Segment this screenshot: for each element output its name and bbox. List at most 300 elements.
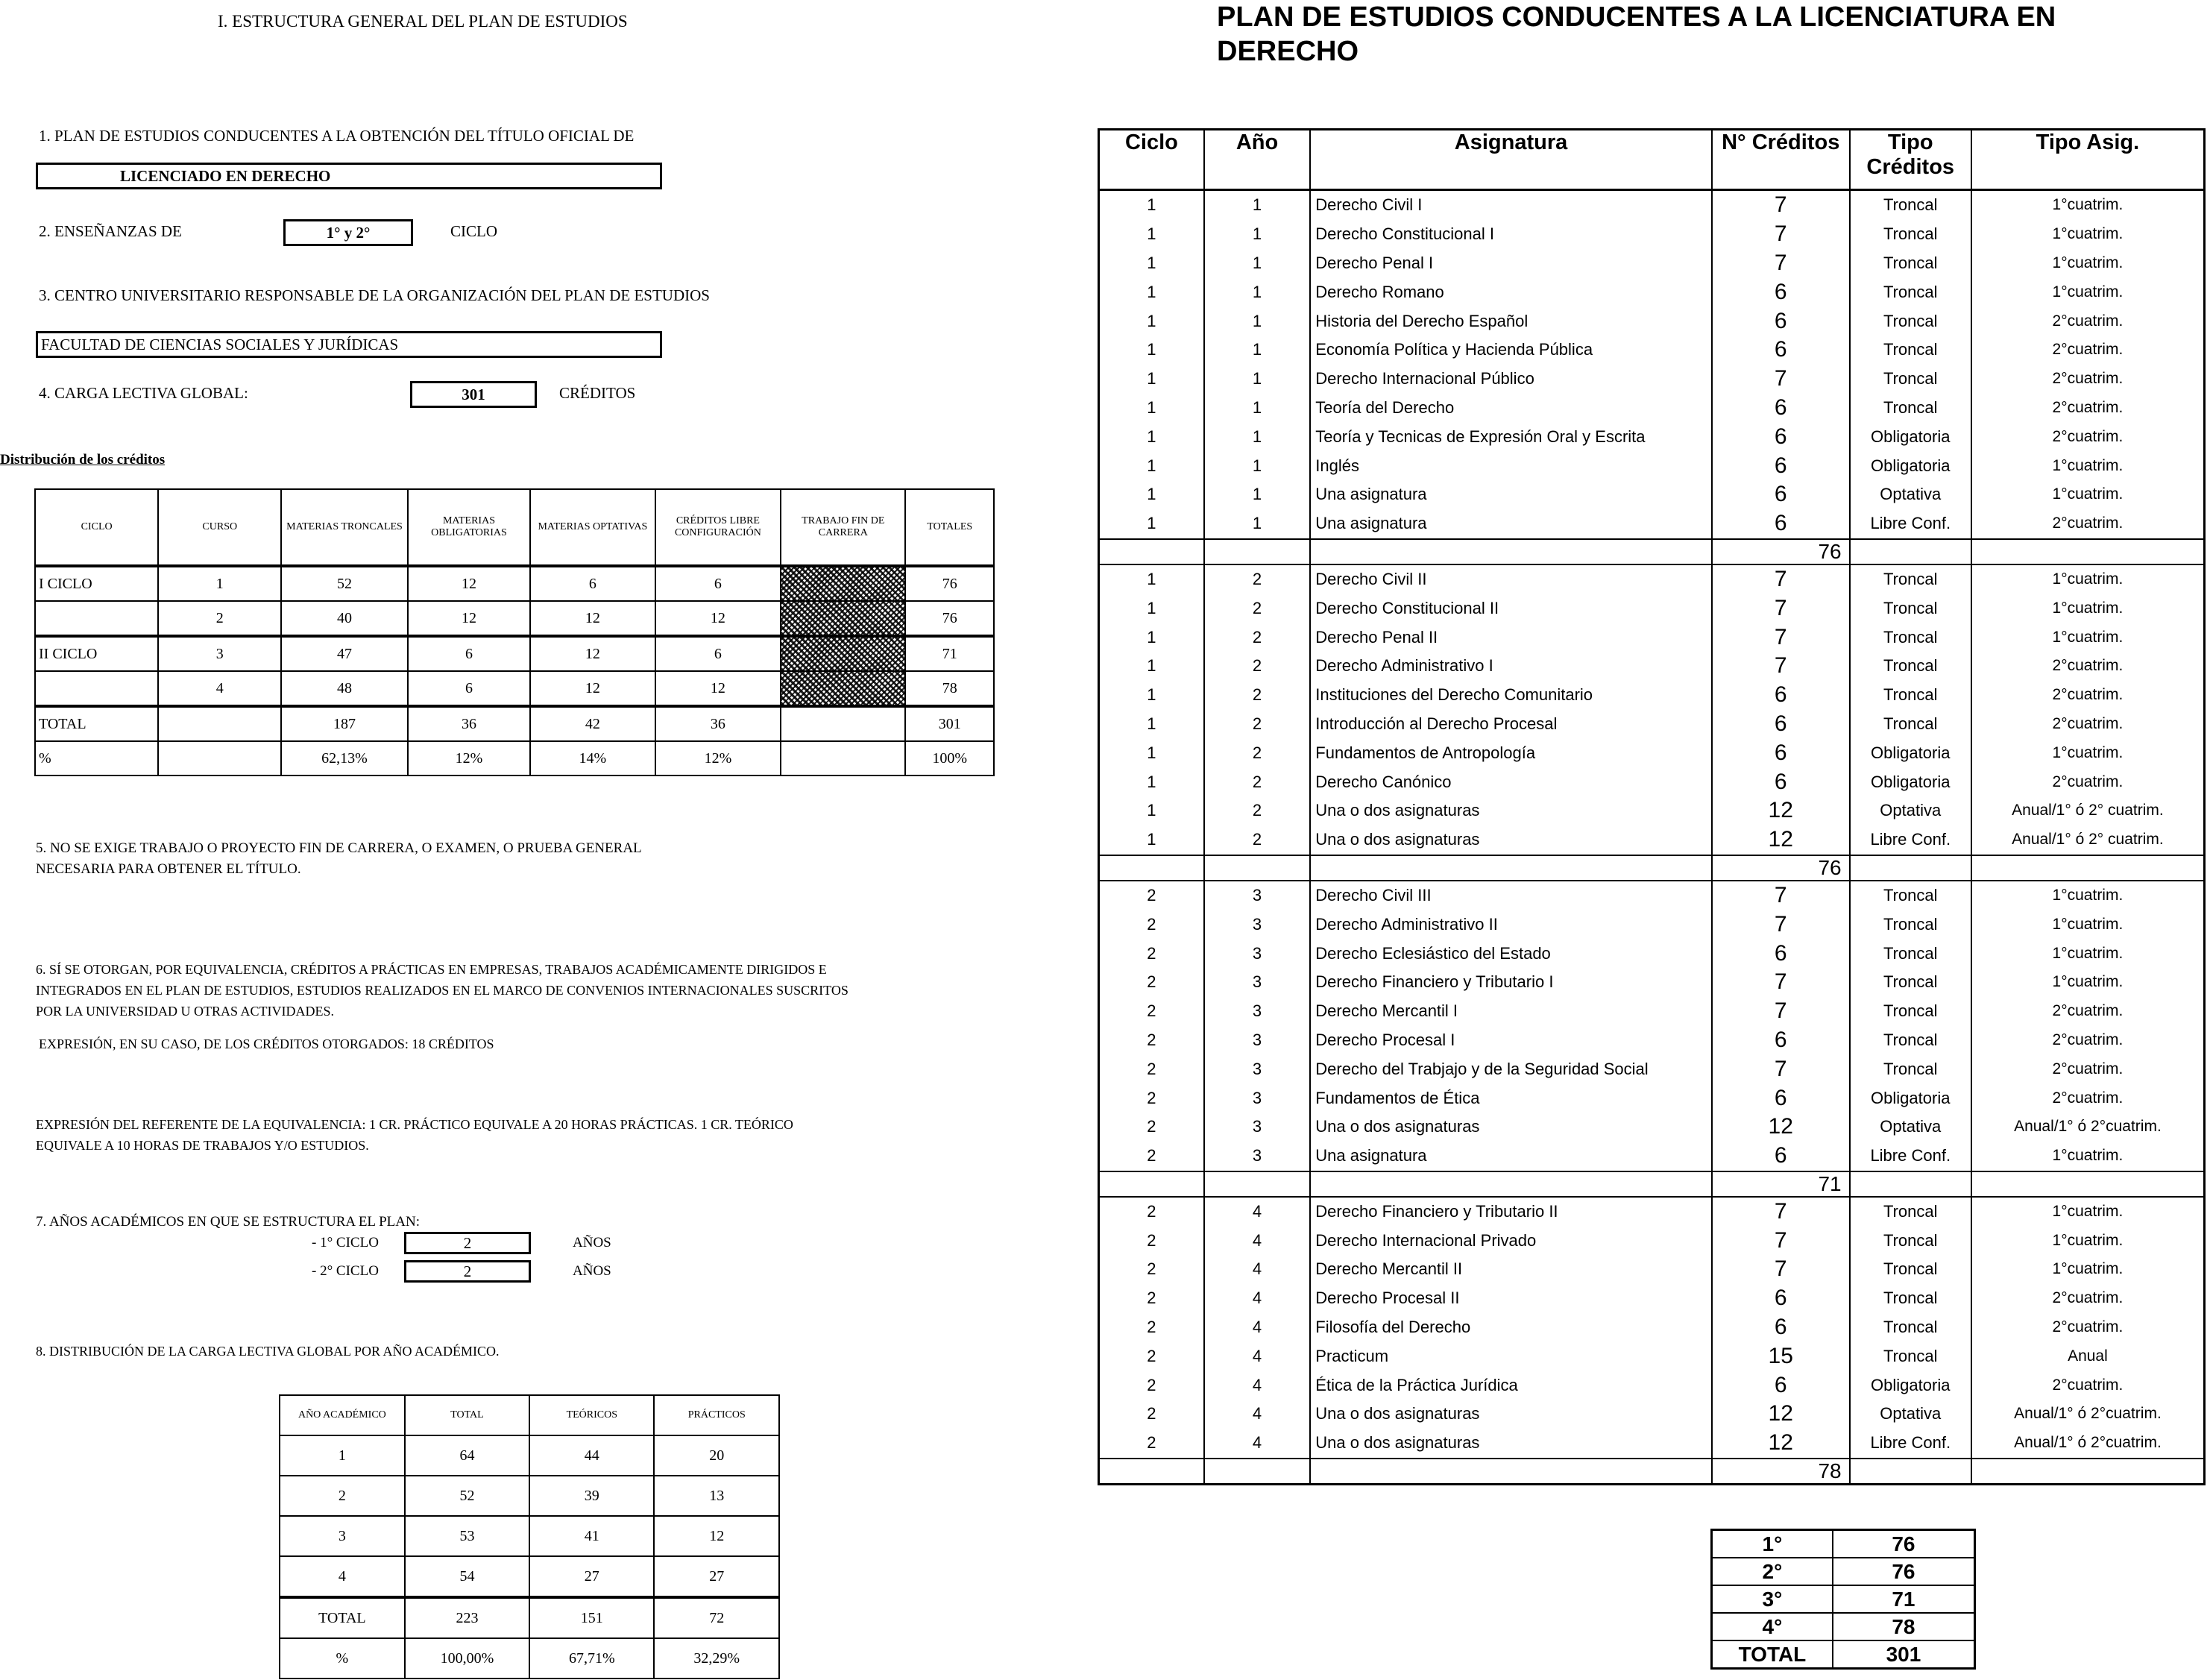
credit-type-cell: Obligatoria <box>1850 451 1971 480</box>
credits-cell: 12 <box>1712 1113 1850 1142</box>
table-row <box>1099 1313 2205 1342</box>
hatched-cell <box>781 671 905 706</box>
subject-type-cell: 2°cuatrim. <box>1971 652 2205 681</box>
equivalence-line: EXPRESIÓN DEL REFERENTE DE LA EQUIVALENCIA: 1 CR. PRÁCTICO EQUIVALE A 20 HORAS PRÁCTICAS. 1 CR. TEÓRICO <box>36 1117 793 1132</box>
subject-cell: Derecho Romano <box>1310 277 1712 306</box>
table-row <box>1099 681 2205 710</box>
table-cell: 3 <box>280 1516 405 1556</box>
table-row <box>280 1516 779 1556</box>
table-cell: 44 <box>529 1435 654 1476</box>
subject-cell: Derecho Civil III <box>1310 881 1712 910</box>
subject-cell: Introducción al Derecho Procesal <box>1310 710 1712 739</box>
credits-cell: 6 <box>1712 681 1850 710</box>
table-cell: 100% <box>905 741 994 775</box>
table-cell: 2 <box>280 1476 405 1516</box>
cycle-cell: 1 <box>1099 365 1204 394</box>
credit-type-cell: Troncal <box>1850 220 1971 249</box>
credit-type-cell: Troncal <box>1850 249 1971 278</box>
table-cell: % <box>35 741 158 775</box>
column-header: CURSO <box>158 489 281 566</box>
subject-cell: Historia del Derecho Español <box>1310 306 1712 336</box>
table-cell: 76 <box>905 566 994 601</box>
empty-cell <box>1850 855 1971 881</box>
subject-type-cell: 2°cuatrim. <box>1971 365 2205 394</box>
cycle-cell: 1 <box>1099 564 1204 594</box>
empty-cell <box>1310 539 1712 564</box>
credit-type-cell: Troncal <box>1850 652 1971 681</box>
table-cell: 100,00% <box>405 1638 529 1679</box>
credit-type-cell: Troncal <box>1850 190 1971 220</box>
table-row <box>1099 190 2205 220</box>
equivalence-text <box>36 1114 793 1156</box>
year-cell: 2 <box>1204 825 1311 855</box>
subject-cell: Derecho Canónico <box>1310 767 1712 796</box>
group-total-row <box>1099 539 2205 564</box>
table-row <box>1099 710 2205 739</box>
cycle-cell: 1 <box>1099 190 1204 220</box>
cycle-cell: 1 <box>1099 767 1204 796</box>
year-cell: 1 <box>1204 422 1311 451</box>
subject-cell: Derecho del Trabjajo y de la Seguridad Social <box>1310 1054 1712 1083</box>
table-cell: 72 <box>654 1597 779 1638</box>
equivalence-line: EQUIVALE A 10 HORAS DE TRABAJOS Y/O ESTUDIOS. <box>36 1138 369 1153</box>
year-cell: 4 <box>1204 1226 1311 1255</box>
subject-cell: Derecho Financiero y Tributario II <box>1310 1197 1712 1227</box>
table-cell: 6 <box>408 636 530 671</box>
year-cell: 4 <box>1204 1341 1311 1371</box>
cycle-cell: 1 <box>1099 220 1204 249</box>
table-row <box>1099 796 2205 825</box>
subject-type-cell: Anual <box>1971 1341 2205 1371</box>
table-cell: 12 <box>408 566 530 601</box>
subject-type-cell: 2°cuatrim. <box>1971 336 2205 365</box>
subject-type-cell: 1°cuatrim. <box>1971 910 2205 939</box>
empty-cell <box>1204 539 1311 564</box>
table-row <box>1099 1026 2205 1055</box>
total-load-value: 301 <box>462 385 485 403</box>
empty-cell <box>1099 855 1204 881</box>
table-row <box>1099 939 2205 968</box>
cycle2-label: - 2° CICLO <box>312 1263 379 1279</box>
subject-cell: Una o dos asignaturas <box>1310 1113 1712 1142</box>
credit-distribution-table <box>34 488 995 776</box>
cycle-cell: 2 <box>1099 1026 1204 1055</box>
credit-type-cell: Optativa <box>1850 480 1971 509</box>
table-cell: 3 <box>158 636 281 671</box>
year-cell: 2 <box>1204 623 1311 652</box>
year-cell: 1 <box>1204 277 1311 306</box>
column-header: Ciclo <box>1099 130 1204 190</box>
cycle-cell: 2 <box>1099 939 1204 968</box>
years-unit-2: AÑOS <box>573 1263 611 1279</box>
cycle-cell: 1 <box>1099 394 1204 423</box>
subject-type-cell: 1°cuatrim. <box>1971 451 2205 480</box>
cycle-cell: 2 <box>1099 968 1204 997</box>
subject-cell: Derecho Eclesiástico del Estado <box>1310 939 1712 968</box>
table-row <box>1099 1054 2205 1083</box>
table-cell: TOTAL <box>35 706 158 741</box>
subject-type-cell: 1°cuatrim. <box>1971 623 2205 652</box>
subject-cell: Una o dos asignaturas <box>1310 1429 1712 1459</box>
table-row <box>1099 1226 2205 1255</box>
subject-type-cell: Anual/1° ó 2° cuatrim. <box>1971 796 2205 825</box>
section-title: I. ESTRUCTURA GENERAL DEL PLAN DE ESTUDIOS <box>218 12 628 31</box>
table-row <box>1099 277 2205 306</box>
credits-cell: 12 <box>1712 825 1850 855</box>
subject-type-cell: 2°cuatrim. <box>1971 767 2205 796</box>
credits-cell: 6 <box>1712 509 1850 539</box>
credit-type-cell: Troncal <box>1850 710 1971 739</box>
credits-cell: 6 <box>1712 422 1850 451</box>
year-cell: 2 <box>1204 738 1311 767</box>
table-row <box>1099 881 2205 910</box>
subject-type-cell: 1°cuatrim. <box>1971 220 2205 249</box>
cycle2-years-field <box>404 1260 531 1283</box>
credit-type-cell: Obligatoria <box>1850 738 1971 767</box>
credits-cell: 6 <box>1712 767 1850 796</box>
cycle-cell: 2 <box>1099 1083 1204 1113</box>
subject-type-cell: 1°cuatrim. <box>1971 939 2205 968</box>
credits-cell: 12 <box>1712 1400 1850 1429</box>
year-cell: 1 <box>1204 480 1311 509</box>
subject-cell: Fundamentos de Ética <box>1310 1083 1712 1113</box>
table-cell: 223 <box>405 1597 529 1638</box>
year-cell: 3 <box>1204 910 1311 939</box>
credit-type-cell: Troncal <box>1850 681 1971 710</box>
table-row <box>1099 1255 2205 1284</box>
item2-suffix: CICLO <box>450 222 497 240</box>
cycle-cell: 1 <box>1099 480 1204 509</box>
cycle-cell: 1 <box>1099 623 1204 652</box>
hatched-cell <box>781 566 905 601</box>
table-cell: 53 <box>405 1516 529 1556</box>
year-cell: 4 <box>1204 1255 1311 1284</box>
empty-cell <box>1971 539 2205 564</box>
table-cell: 52 <box>281 566 408 601</box>
table-cell: 12% <box>408 741 530 775</box>
credits-cell: 6 <box>1712 1371 1850 1400</box>
table-cell: 6 <box>530 566 655 601</box>
table-row <box>280 1435 779 1476</box>
table-row <box>35 636 994 671</box>
table-cell: 6 <box>408 671 530 706</box>
subject-type-cell: 2°cuatrim. <box>1971 1313 2205 1342</box>
table-cell: 12 <box>530 636 655 671</box>
cycle-cell: 2 <box>1099 997 1204 1026</box>
summary-credits-cell: 78 <box>1833 1613 1975 1640</box>
summary-row <box>1712 1613 1975 1640</box>
credits-cell: 7 <box>1712 190 1850 220</box>
credit-type-cell: Troncal <box>1850 394 1971 423</box>
subject-cell: Derecho Internacional Público <box>1310 365 1712 394</box>
table-row <box>1099 306 2205 336</box>
credit-type-cell: Troncal <box>1850 1026 1971 1055</box>
table-cell: 6 <box>655 566 781 601</box>
subject-type-cell: 2°cuatrim. <box>1971 422 2205 451</box>
column-header: Asignatura <box>1310 130 1712 190</box>
credits-cell: 6 <box>1712 277 1850 306</box>
cycle-cell: 1 <box>1099 336 1204 365</box>
credit-type-cell: Troncal <box>1850 939 1971 968</box>
table-row <box>1099 1341 2205 1371</box>
year-cell: 3 <box>1204 1026 1311 1055</box>
subject-cell: Teoría y Tecnicas de Expresión Oral y Escrita <box>1310 422 1712 451</box>
table-cell <box>781 741 905 775</box>
table-row <box>1099 564 2205 594</box>
subject-cell: Derecho Constitucional II <box>1310 594 1712 623</box>
table-row <box>1099 825 2205 855</box>
cycle-cell: 2 <box>1099 910 1204 939</box>
year-cell: 2 <box>1204 767 1311 796</box>
credit-type-cell: Obligatoria <box>1850 1083 1971 1113</box>
group-total-row <box>1099 855 2205 881</box>
item4-suffix: CRÉDITOS <box>559 384 636 402</box>
year-cell: 4 <box>1204 1400 1311 1429</box>
table-row <box>1099 249 2205 278</box>
year-cell: 1 <box>1204 509 1311 539</box>
summary-year-cell: 1° <box>1712 1530 1833 1558</box>
cycle-cell: 2 <box>1099 1371 1204 1400</box>
year-cell: 2 <box>1204 564 1311 594</box>
total-load-field <box>410 381 537 408</box>
plan-title <box>1217 0 2056 69</box>
year-cell: 1 <box>1204 394 1311 423</box>
column-header: TOTAL <box>405 1395 529 1435</box>
column-header: MATERIAS TRONCALES <box>281 489 408 566</box>
summary-credits-cell: 71 <box>1833 1585 1975 1613</box>
table-cell: 301 <box>905 706 994 741</box>
credits-cell: 6 <box>1712 394 1850 423</box>
table-row <box>35 741 994 775</box>
cycle1-label: - 1° CICLO <box>312 1235 379 1250</box>
summary-credits-cell: 301 <box>1833 1640 1975 1669</box>
subject-cell: Una asignatura <box>1310 509 1712 539</box>
cycle-cell: 2 <box>1099 1341 1204 1371</box>
subjects-table-body <box>1099 190 2205 1485</box>
credit-type-cell: Troncal <box>1850 1226 1971 1255</box>
year-cell: 2 <box>1204 681 1311 710</box>
credit-type-cell: Obligatoria <box>1850 422 1971 451</box>
subject-cell: Derecho Penal II <box>1310 623 1712 652</box>
subject-cell: Derecho Financiero y Tributario I <box>1310 968 1712 997</box>
credits-cell: 6 <box>1712 306 1850 336</box>
year-cell: 3 <box>1204 997 1311 1026</box>
cycle-cell: 2 <box>1099 1255 1204 1284</box>
subject-type-cell: 1°cuatrim. <box>1971 881 2205 910</box>
empty-cell <box>1099 1459 1204 1485</box>
subject-type-cell: 2°cuatrim. <box>1971 394 2205 423</box>
table-row <box>1099 767 2205 796</box>
column-header: AÑO ACADÉMICO <box>280 1395 405 1435</box>
summary-row <box>1712 1585 1975 1613</box>
table-cell <box>35 601 158 636</box>
subject-cell: Derecho Civil I <box>1310 190 1712 220</box>
table-row <box>1099 910 2205 939</box>
credit-type-cell: Troncal <box>1850 277 1971 306</box>
cycle-cell: 1 <box>1099 422 1204 451</box>
summary-table <box>1710 1529 1976 1670</box>
subject-cell: Practicum <box>1310 1341 1712 1371</box>
table-cell: 36 <box>408 706 530 741</box>
cycle-cell: 2 <box>1099 1226 1204 1255</box>
cycle-cell: 1 <box>1099 825 1204 855</box>
credits-cell: 7 <box>1712 365 1850 394</box>
credit-type-cell: Optativa <box>1850 1400 1971 1429</box>
table-cell: 12 <box>408 601 530 636</box>
credit-type-cell: Troncal <box>1850 365 1971 394</box>
subject-type-cell: 2°cuatrim. <box>1971 1371 2205 1400</box>
subject-type-cell: Anual/1° ó 2°cuatrim. <box>1971 1429 2205 1459</box>
subject-cell: Una asignatura <box>1310 480 1712 509</box>
subject-type-cell: 1°cuatrim. <box>1971 594 2205 623</box>
summary-credits-cell: 76 <box>1833 1530 1975 1558</box>
subject-cell: Inglés <box>1310 451 1712 480</box>
credits-cell: 7 <box>1712 910 1850 939</box>
cycle-cell: 2 <box>1099 881 1204 910</box>
column-header: TRABAJO FIN DE CARRERA <box>781 489 905 566</box>
credit-type-cell: Obligatoria <box>1850 1371 1971 1400</box>
subject-cell: Una asignatura <box>1310 1142 1712 1171</box>
cycle-cell: 1 <box>1099 594 1204 623</box>
group-total-row <box>1099 1459 2205 1485</box>
item5-line: 5. NO SE EXIGE TRABAJO O PROYECTO FIN DE CARRERA, O EXAMEN, O PRUEBA GENERAL <box>36 840 642 856</box>
credit-type-cell: Troncal <box>1850 881 1971 910</box>
credits-cell: 6 <box>1712 1284 1850 1313</box>
credits-cell: 6 <box>1712 1142 1850 1171</box>
item6-line: 6. SÍ SE OTORGAN, POR EQUIVALENCIA, CRÉDITOS A PRÁCTICAS EN EMPRESAS, TRABAJOS ACADÉMICAMENTE DIRIGIDOS E <box>36 962 827 977</box>
table-row <box>1099 451 2205 480</box>
summary-year-cell: TOTAL <box>1712 1640 1833 1669</box>
cycle-cell: 1 <box>1099 306 1204 336</box>
table-cell: 12 <box>655 601 781 636</box>
table-cell: 12 <box>530 671 655 706</box>
table-row <box>35 566 994 601</box>
column-header: Tipo Créditos <box>1850 130 1971 190</box>
subject-cell: Derecho Administrativo I <box>1310 652 1712 681</box>
subject-type-cell: Anual/1° ó 2° cuatrim. <box>1971 825 2205 855</box>
credit-type-cell: Troncal <box>1850 594 1971 623</box>
subject-type-cell: Anual/1° ó 2°cuatrim. <box>1971 1400 2205 1429</box>
table-cell: 12 <box>654 1516 779 1556</box>
credits-cell: 12 <box>1712 796 1850 825</box>
empty-cell <box>1310 1171 1712 1197</box>
subject-type-cell: 2°cuatrim. <box>1971 997 2205 1026</box>
table-cell: 62,13% <box>281 741 408 775</box>
credits-cell: 6 <box>1712 1083 1850 1113</box>
table-cell: 2 <box>158 601 281 636</box>
faculty-field <box>36 331 662 358</box>
cycle-cell: 2 <box>1099 1054 1204 1083</box>
year-cell: 4 <box>1204 1429 1311 1459</box>
credits-cell: 7 <box>1712 564 1850 594</box>
table-row <box>1099 509 2205 539</box>
table-cell: % <box>280 1638 405 1679</box>
table-cell: 151 <box>529 1597 654 1638</box>
subject-type-cell: 2°cuatrim. <box>1971 1284 2205 1313</box>
credits-cell: 7 <box>1712 652 1850 681</box>
credit-type-cell: Libre Conf. <box>1850 825 1971 855</box>
credits-cell: 15 <box>1712 1341 1850 1371</box>
subject-type-cell: 1°cuatrim. <box>1971 190 2205 220</box>
summary-year-cell: 3° <box>1712 1585 1833 1613</box>
subject-type-cell: 2°cuatrim. <box>1971 681 2205 710</box>
subject-type-cell: 1°cuatrim. <box>1971 1142 2205 1171</box>
cycle-cell: 2 <box>1099 1429 1204 1459</box>
subject-type-cell: Anual/1° ó 2°cuatrim. <box>1971 1113 2205 1142</box>
plan-title-line: DERECHO <box>1217 36 1359 67</box>
credits-cell: 6 <box>1712 710 1850 739</box>
credits-cell: 7 <box>1712 594 1850 623</box>
summary-credits-cell: 76 <box>1833 1558 1975 1585</box>
table-cell: 36 <box>655 706 781 741</box>
cycle-cell: 2 <box>1099 1142 1204 1171</box>
credit-type-cell: Libre Conf. <box>1850 509 1971 539</box>
table-cell: 48 <box>281 671 408 706</box>
subject-type-cell: 2°cuatrim. <box>1971 509 2205 539</box>
subject-cell: Ética de la Práctica Jurídica <box>1310 1371 1712 1400</box>
table-row <box>1099 738 2205 767</box>
table-cell: 20 <box>654 1435 779 1476</box>
subject-type-cell: 1°cuatrim. <box>1971 564 2205 594</box>
column-header: MATERIAS OBLIGATORIAS <box>408 489 530 566</box>
item7-label: 7. AÑOS ACADÉMICOS EN QUE SE ESTRUCTURA EL PLAN: <box>36 1214 420 1230</box>
cycle-cell: 1 <box>1099 652 1204 681</box>
item6-line: POR LA UNIVERSIDAD U OTRAS ACTIVIDADES. <box>36 1004 335 1019</box>
table-row <box>1099 652 2205 681</box>
year-cell: 3 <box>1204 881 1311 910</box>
year-cell: 1 <box>1204 190 1311 220</box>
credits-cell: 7 <box>1712 881 1850 910</box>
cycle-cell: 2 <box>1099 1400 1204 1429</box>
table-row <box>280 1556 779 1597</box>
table-row <box>1099 997 2205 1026</box>
subject-cell: Derecho Civil II <box>1310 564 1712 594</box>
empty-cell <box>1971 1459 2205 1485</box>
table-row <box>1099 1197 2205 1227</box>
credits-cell: 6 <box>1712 939 1850 968</box>
subject-type-cell: 1°cuatrim. <box>1971 249 2205 278</box>
table-cell: 40 <box>281 601 408 636</box>
table-cell: 27 <box>529 1556 654 1597</box>
year-cell: 2 <box>1204 710 1311 739</box>
table-cell <box>35 671 158 706</box>
subject-cell: Instituciones del Derecho Comunitario <box>1310 681 1712 710</box>
table-cell: TOTAL <box>280 1597 405 1638</box>
table-cell: 4 <box>158 671 281 706</box>
column-header: N° Créditos <box>1712 130 1850 190</box>
table-cell: 187 <box>281 706 408 741</box>
cycle-cell: 1 <box>1099 681 1204 710</box>
credit-type-cell: Obligatoria <box>1850 767 1971 796</box>
subject-cell: Derecho Mercantil II <box>1310 1255 1712 1284</box>
year-cell: 3 <box>1204 968 1311 997</box>
table-row <box>1099 365 2205 394</box>
table-cell: 32,29% <box>654 1638 779 1679</box>
table-row <box>1099 1284 2205 1313</box>
cycle1-years-field <box>404 1232 531 1254</box>
hatched-cell <box>781 636 905 671</box>
empty-cell <box>1850 1459 1971 1485</box>
yearly-load-table <box>279 1394 780 1679</box>
credits-cell: 6 <box>1712 451 1850 480</box>
table-row <box>1099 1429 2205 1459</box>
table-cell: 12% <box>655 741 781 775</box>
year-cell: 1 <box>1204 336 1311 365</box>
table-cell: 39 <box>529 1476 654 1516</box>
credits-cell: 7 <box>1712 1255 1850 1284</box>
year-cell: 3 <box>1204 1142 1311 1171</box>
column-header: MATERIAS OPTATIVAS <box>530 489 655 566</box>
